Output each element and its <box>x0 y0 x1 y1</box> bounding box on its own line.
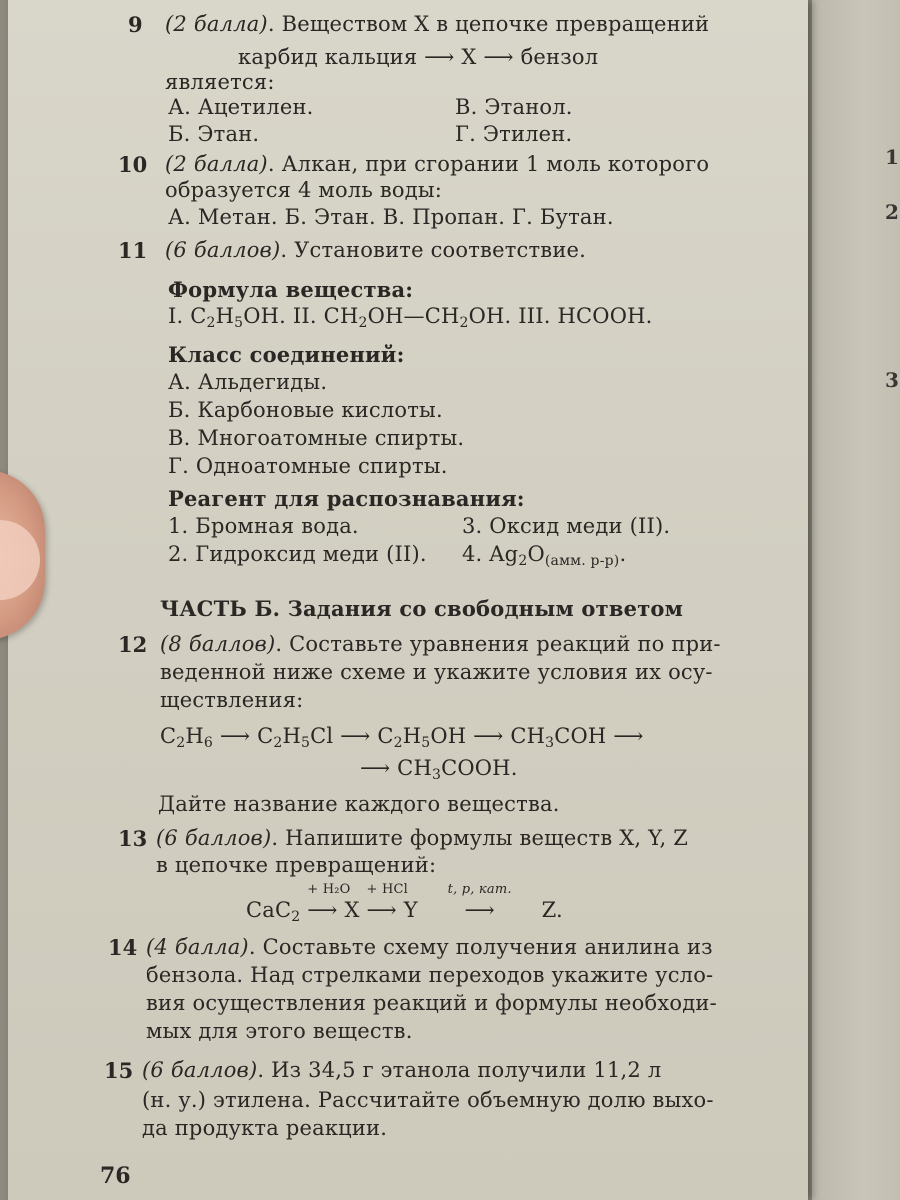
question-15-line-1 <box>142 1058 661 1082</box>
arrow-label: + HCl <box>366 882 408 897</box>
question-10-line-1 <box>165 152 709 176</box>
next-page-edge <box>812 0 900 1200</box>
question-14-line-1 <box>146 935 713 959</box>
question-14-line-3: вия осуществления реакций и формулы необходи- <box>146 991 717 1015</box>
question-9-chain: карбид кальция ⟶ X ⟶ бензол <box>238 45 599 69</box>
page-number: 76 <box>100 1163 131 1189</box>
reagent-header: Реагент для распознавания: <box>168 486 525 511</box>
question-15-line-3: да продукта реакции. <box>142 1116 388 1140</box>
question-12-line-4: Дайте название каждого вещества. <box>158 792 560 816</box>
reagent-3: 3. Оксид меди (II). <box>462 514 671 538</box>
question-number: 15 <box>104 1058 134 1083</box>
question-text: . Из 34,5 г этанола получили 11,2 л <box>257 1058 662 1082</box>
reagent-4-text: O <box>527 542 545 566</box>
reagent-2: 2. Гидроксид меди (II). <box>168 542 427 566</box>
question-15-line-2: (н. у.) этилена. Рассчитайте объемную долю выхо- <box>142 1088 714 1112</box>
option-a: А. Ацетилен. <box>168 95 314 119</box>
edge-digit: 3 <box>885 368 899 392</box>
edge-digit: 1 <box>885 145 899 169</box>
question-12-line-3: ществления: <box>160 688 304 712</box>
class-a: А. Альдегиды. <box>168 370 328 394</box>
arrow-label: + H₂O <box>307 882 351 897</box>
reaction-chain-1: $C_2H_6$ ⟶ $C_2H_5Cl$ ⟶ $C_2H_5OH$ ⟶ $CH_3COH$ ⟶ <box>160 724 644 751</box>
reagent-4 <box>462 542 627 569</box>
formula-header: Формула вещества: <box>168 277 414 302</box>
reagent-4-text: . <box>619 542 627 566</box>
question-10-line-2: образуется 4 моль воды: <box>165 178 443 202</box>
option-b: Б. Этан. <box>168 122 260 146</box>
formula-list: I. $C_2H_5OH$. II. $CH_2OH—CH_2OH$. III. HCOOH. <box>168 304 653 331</box>
question-12-line-2: веденной ниже схеме и укажите условия их осу- <box>160 660 713 684</box>
points: (6 баллов) <box>165 238 281 262</box>
reagent-4-text: 4. Ag <box>462 542 519 566</box>
transformation-chain: CaC$_2$ + H₂O ⟶ X + HCl ⟶ Y t, p, кат. ⟶ Z. <box>246 882 563 925</box>
question-9-line-2: является: <box>165 70 275 94</box>
question-text: . Установите соответствие. <box>280 238 587 262</box>
arrow-water: + H₂O ⟶ <box>307 882 351 922</box>
question-11-line-1 <box>165 238 586 262</box>
question-13-line-1 <box>156 826 688 850</box>
class-header: Класс соединений: <box>168 342 405 367</box>
question-number: 10 <box>118 152 148 177</box>
question-13-line-2: в цепочке превращений: <box>156 853 437 877</box>
question-14-line-2: бензола. Над стрелками переходов укажите усло- <box>146 963 714 987</box>
question-10-options: А. Метан. Б. Этан. В. Пропан. Г. Бутан. <box>168 205 614 229</box>
question-text: . Веществом X в цепочке превращений <box>267 12 710 36</box>
edge-digit: 2 <box>885 200 899 224</box>
points: (2 балла) <box>165 12 268 36</box>
option-v: В. Этанол. <box>455 95 573 119</box>
points: (8 баллов) <box>160 632 276 656</box>
question-12-line-1 <box>160 632 721 656</box>
option-g: Г. Этилен. <box>455 122 573 146</box>
class-b: Б. Карбоновые кислоты. <box>168 398 443 422</box>
arrow-catalyst: t, p, кат. ⟶ <box>425 898 535 922</box>
reagent-4-subscript: (амм. р-р) <box>544 553 620 569</box>
question-number: 9 <box>128 12 143 37</box>
question-14-line-4: мых для этого веществ. <box>146 1019 413 1043</box>
substance-x: X <box>344 898 360 922</box>
reaction-chain-2: ⟶ $CH_3COOH$. <box>360 756 518 783</box>
question-number: 12 <box>118 632 148 657</box>
question-number: 13 <box>118 826 148 851</box>
part-b-heading: ЧАСТЬ Б. Задания со свободным ответом <box>160 596 684 621</box>
class-g: Г. Одноатомные спирты. <box>168 454 448 478</box>
question-text: . Составьте уравнения реакций по при- <box>275 632 721 656</box>
substance-y: Y <box>403 898 418 922</box>
question-9-line-1 <box>165 12 709 36</box>
reagent-4-subscript: 2 <box>518 553 528 569</box>
class-v: В. Многоатомные спирты. <box>168 426 465 450</box>
question-text: . Составьте схему получения анилина из <box>248 935 713 959</box>
question-text: . Напишите формулы веществ X, Y, Z <box>271 826 689 850</box>
points: (6 баллов) <box>142 1058 258 1082</box>
arrow-hcl: + HCl ⟶ <box>366 882 408 922</box>
question-number: 14 <box>108 935 138 960</box>
substance-z: Z. <box>541 898 563 922</box>
question-text: . Алкан, при сгорании 1 моль которого <box>267 152 710 176</box>
points: (2 балла) <box>165 152 268 176</box>
reagent-1: 1. Бромная вода. <box>168 514 359 538</box>
points: (6 баллов) <box>156 826 272 850</box>
question-number: 11 <box>118 238 148 263</box>
arrow-label: t, p, кат. <box>447 882 512 897</box>
points: (4 балла) <box>146 935 249 959</box>
